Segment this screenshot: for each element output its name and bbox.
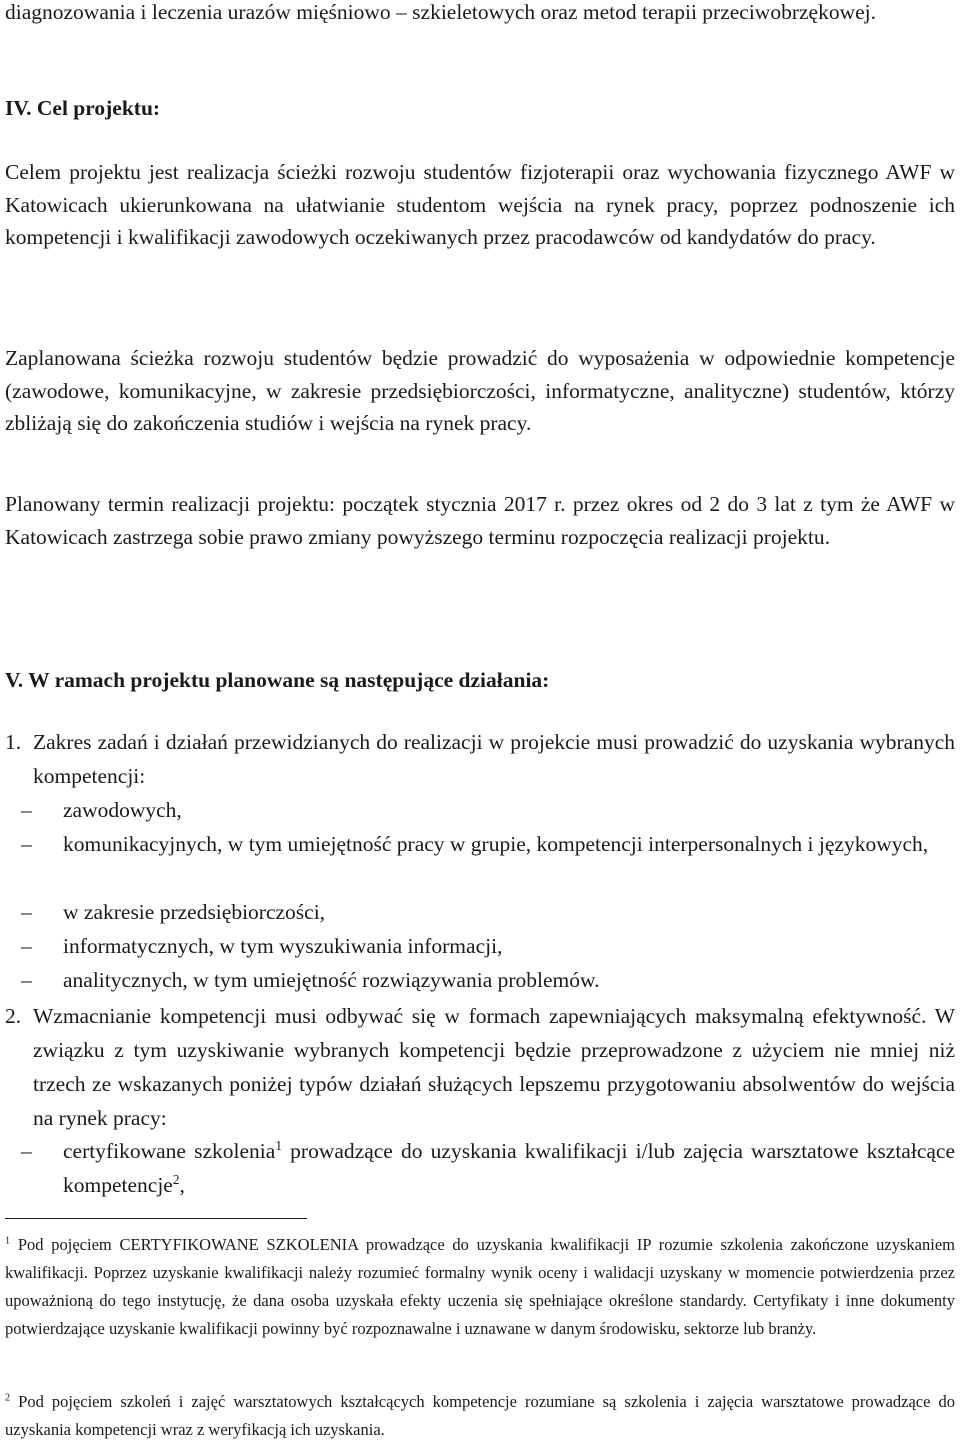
dash-mark: – <box>21 832 32 856</box>
item-text: Wzmacnianie kompetencji musi odbywać się w formach zapewniających maksymalną efektywność. W związku z tym uzyskiwanie wybranych kompetencji będzie przeprowadzone z użyciem nie mniej niż trzech ze wskazanych poniżej typów działań służących lepszemu przygotowaniu absolwentów do wejścia na rynek pracy: <box>33 1004 955 1130</box>
dash-item <box>5 963 955 997</box>
footnote-2 <box>5 1388 955 1444</box>
footnote-separator <box>5 1218 307 1219</box>
dash-text <box>63 1134 955 1202</box>
footnote-1 <box>5 1231 955 1343</box>
numbered-item-1 <box>5 725 955 793</box>
section-4-heading: IV. Cel projektu: <box>5 96 161 120</box>
dash-text: komunikacyjnych, w tym umiejętność pracy w grupie, kompetencji interpersonalnych i językowych, <box>63 832 929 856</box>
dash-item-certified-training <box>5 1134 955 1202</box>
footnote-2-number: 2 <box>5 1392 11 1404</box>
footnote-ref-2: 2 <box>172 1171 180 1187</box>
dash-text-c: , <box>179 1173 185 1197</box>
section-4-paragraph-2: Zaplanowana ścieżka rozwoju studentów będzie prowadzić do wyposażenia w odpowiednie kompetencje (zawodowe, komunikacyjne, w zakresie przedsiębiorczości, informatyczne, analityczne) studentów, którzy zbliżają się do zakończenia studiów i wejścia na rynek pracy. <box>5 346 955 435</box>
dash-mark: – <box>21 968 32 992</box>
numbered-item-2 <box>5 999 955 1135</box>
item-text: Zakres zadań i działań przewidzianych do realizacji w projekcie musi prowadzić do uzyskania wybranych kompetencji: <box>33 730 955 788</box>
dash-item <box>5 929 955 963</box>
dash-mark: – <box>21 1139 32 1163</box>
dash-mark: – <box>21 900 32 924</box>
dash-text-b: prowadzące do uzyskania kwalifikacji i/lub zajęcia warsztatowe kształcące kompetencje <box>63 1139 955 1197</box>
dash-item <box>5 793 955 827</box>
dash-item <box>5 827 955 861</box>
section-5-heading: V. W ramach projektu planowane są następujące działania: <box>5 668 550 692</box>
dash-text: zawodowych, <box>63 798 182 822</box>
dash-mark: – <box>21 798 32 822</box>
footnote-2-text: Pod pojęciem szkoleń i zajęć warsztatowych kształcących kompetencje rozumiane są szkolenia i zajęcia warsztatowe prowadzące do uzyskania kompetencji wraz z weryfikacją ich uzyskania. <box>5 1392 955 1439</box>
footnote-1-text: Pod pojęciem CERTYFIKOWANE SZKOLENIA prowadzące do uzyskania kwalifikacji IP rozumie szkolenia zakończone uzyskaniem kwalifikacji. Poprzez uzyskanie kwalifikacji należy rozumieć formalny wynik oceny i walidacji uzyskany w momencie potwierdzenia przez upoważnioną do tego instytucję, że dana osoba uzyskała efekty uczenia się spełniające określone standardy. Certyfikaty i inne dokumenty potwierdzające uzyskanie kwalifikacji powinny być rozpoznawalne i uznawane w danym środowisku, sektorze lub branży. <box>5 1235 955 1338</box>
footnote-ref-1: 1 <box>275 1137 282 1153</box>
dash-mark: – <box>21 934 32 958</box>
item-number: 1. <box>5 730 22 754</box>
dash-text: informatycznych, w tym wyszukiwania informacji, <box>63 934 503 958</box>
section-4-paragraph-3: Planowany termin realizacji projektu: początek stycznia 2017 r. przez okres od 2 do 3 lat z tym że AWF w Katowicach zastrzega sobie prawo zmiany powyższego terminu rozpoczęcia realizacji projektu. <box>5 492 955 549</box>
dash-text-a: certyfikowane szkolenia <box>63 1139 276 1163</box>
dash-item <box>5 895 955 929</box>
intro-continuation: diagnozowania i leczenia urazów mięśniowo – szkieletowych oraz metod terapii przeciwobrzękowej. <box>5 0 876 24</box>
section-4-paragraph-1: Celem projektu jest realizacja ścieżki rozwoju studentów fizjoterapii oraz wychowania fizycznego AWF w Katowicach ukierunkowana na ułatwianie studentom wejścia na rynek pracy, poprzez podnoszenie ich kompetencji i kwalifikacji zawodowych oczekiwanych przez pracodawców od kandydatów do pracy. <box>5 160 955 249</box>
dash-text: analitycznych, w tym umiejętność rozwiązywania problemów. <box>63 968 600 992</box>
dash-text: w zakresie przedsiębiorczości, <box>63 900 326 924</box>
item-number: 2. <box>5 1004 22 1028</box>
footnote-1-number: 1 <box>5 1235 11 1247</box>
